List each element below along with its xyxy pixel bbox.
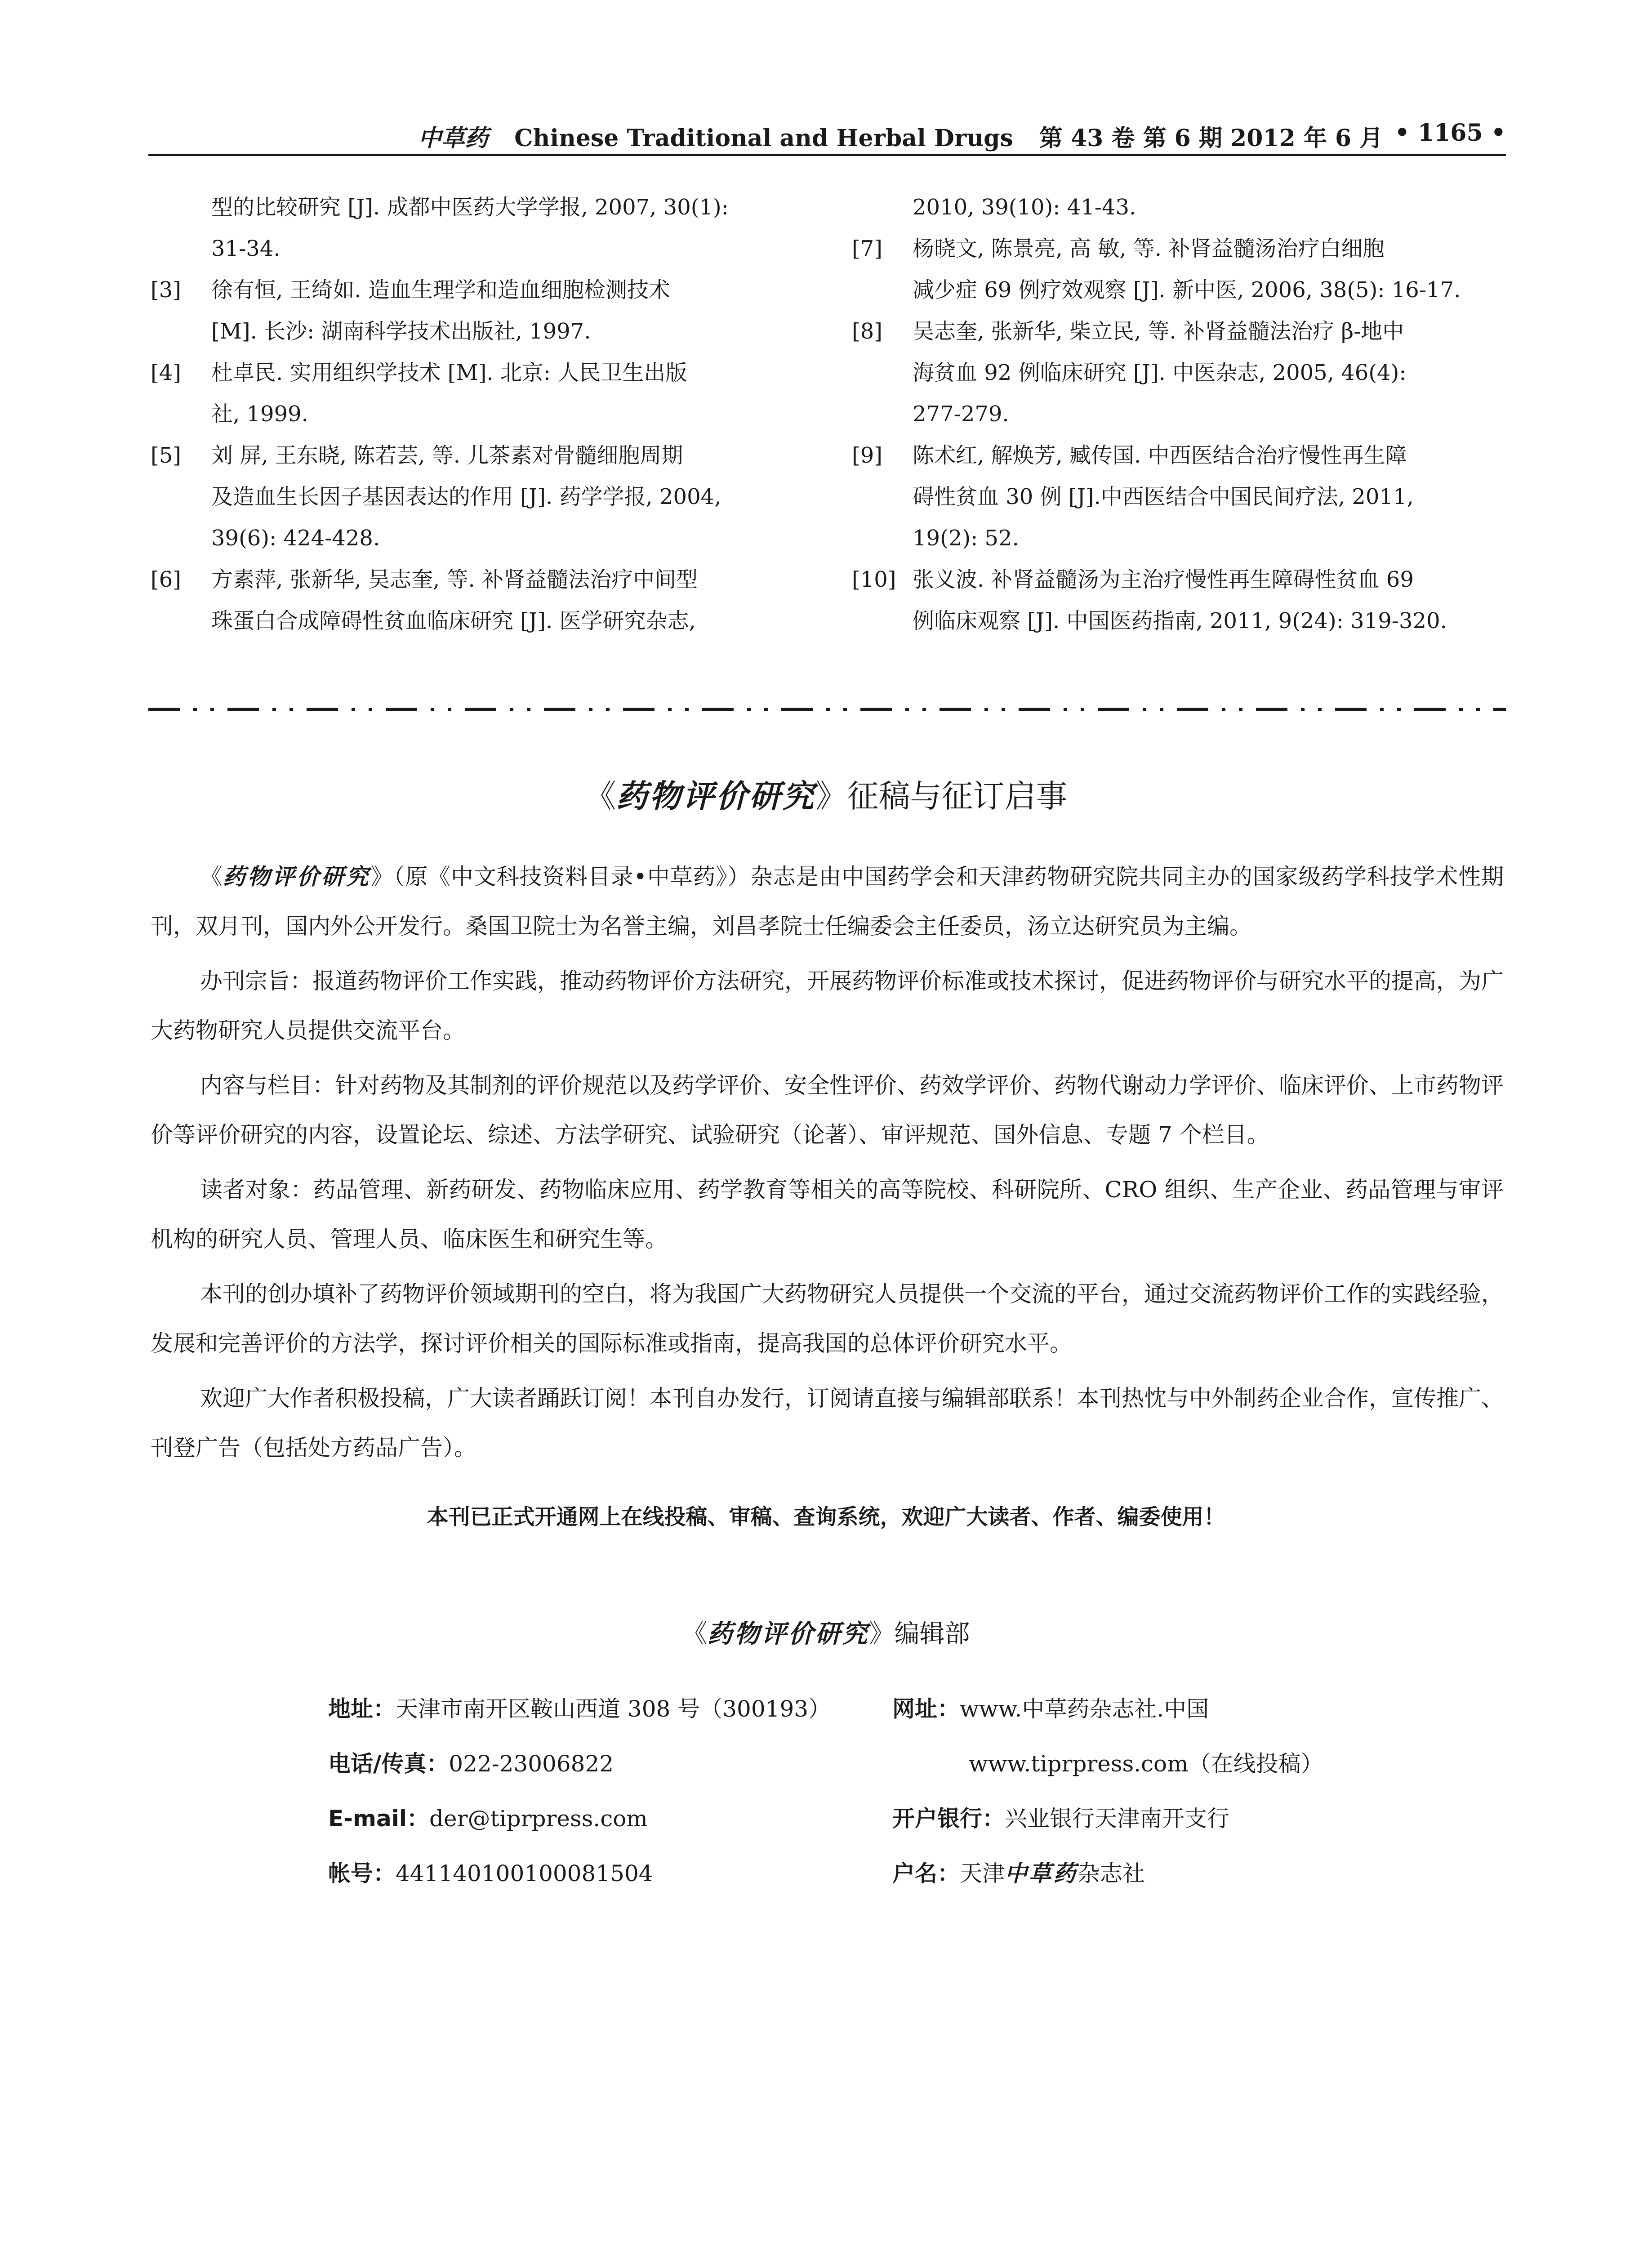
website-row-2	[892, 1736, 1477, 1791]
address-row: 地址：天津市南开区鞍山西道 308 号（300193）	[328, 1696, 831, 1722]
website-link[interactable]: www.中草药杂志社.中国	[960, 1696, 1209, 1722]
reference-entry: [6] 方素萍, 张新华, 吴志奎, 等. 补肾益髓法治疗中间型 珠蛋白合成障碍性贫血临床研究 [J]. 医学研究杂志,	[151, 559, 805, 642]
header-rule	[148, 154, 1506, 156]
reference-number: [6]	[151, 567, 181, 592]
email-row: E-mail：der@tiprpress.com	[328, 1806, 648, 1832]
issue-info: 第 43 卷 第 6 期 2012 年 6 月	[1039, 125, 1383, 152]
reference-entry: 2010, 39(10): 41-43.	[913, 195, 1136, 220]
notice-paragraph: 内容与栏目：针对药物及其制剂的评价规范以及药学评价、安全性评价、药效学评价、药物代谢动力学评价、临床评价、上市药物评价等评价研究的内容，设置论坛、综述、方法学研究、试验研究（论著）、审评规范、国外信息、专题 7 个栏目。	[151, 1072, 1504, 1148]
notice-paragraph: 欢迎广大作者积极投稿，广大读者踊跃订阅！本刊自办发行，订阅请直接与编辑部联系！本刊热忱与中外制药企业合作，宣传推广、刊登广告（包括处方药品广告）。	[151, 1385, 1504, 1461]
section-divider	[148, 705, 1506, 714]
reference-entry: [8] 吴志奎, 张新华, 柴立民, 等. 补肾益髓法治疗 β-地中 海贫血 92 例临床研究 [J]. 中医杂志, 2005, 46(4): 277-279.	[852, 311, 1506, 435]
contact-left-column	[328, 1682, 881, 1901]
reference-number: [10]	[852, 567, 896, 592]
page-number: • 1165 •	[1394, 119, 1506, 147]
account-row: 帐号：441140100100081504	[328, 1860, 653, 1887]
reference-number: [9]	[852, 443, 882, 468]
reference-number: [3]	[151, 277, 181, 303]
notice-paragraph: 办刊宗旨：报道药物评价工作实践，推动药物评价方法研究，开展药物评价标准或技术探讨，促进药物评价与研究水平的提高，为广大药物研究人员提供交流平台。	[151, 968, 1504, 1044]
notice-paragraph: 《药物评价研究》（原《中文科技资料目录•中草药》）杂志是由中国药学会和天津药物研究院共同主办的国家级药学科技学术性期刊，双月刊，国内外公开发行。桑国卫院士为名誉主编，刘昌孝院士任编委会主任委员，汤立达研究员为主编。	[151, 863, 1504, 939]
website-link-2[interactable]: www.tiprpress.com（在线投稿）	[969, 1751, 1323, 1777]
notice-paragraph: 本刊的创办填补了药物评价领域期刊的空白，将为我国广大药物研究人员提供一个交流的平台，通过交流药物评价工作的实践经验，发展和完善评价的方法学，探讨评价相关的国际标准或指南，提高我国的总体评价研究水平。	[151, 1281, 1504, 1356]
journal-title-block	[418, 119, 1383, 153]
brand-logo-text: 药物评价研究	[707, 1619, 869, 1649]
reference-entry: [7] 杨晓文, 陈景亮, 高 敏, 等. 补肾益髓汤治疗白细胞 减少症 69 例疗效观察 [J]. 新中医, 2006, 38(5): 16-17.	[852, 228, 1506, 311]
reference-number: [8]	[852, 319, 882, 344]
reference-entry: 型的比较研究 [J]. 成都中医药大学学报, 2007, 30(1): 31-34.	[211, 195, 729, 261]
contact-right-column	[892, 1682, 1477, 1901]
phone-row: 电话/传真：022-23006822	[328, 1751, 614, 1777]
journal-name-en: Chinese Traditional and Herbal Drugs	[514, 125, 1013, 152]
notice-title: 《药物评价研究》征稿与征订启事	[584, 777, 1068, 815]
journal-name-cn: 中草药	[418, 125, 489, 152]
website-row: 网址：www.中草药杂志社.中国	[892, 1696, 1209, 1722]
online-submission-notice: 本刊已正式开通网上在线投稿、审稿、查询系统，欢迎广大读者、作者、编委使用！	[427, 1504, 1225, 1530]
brand-logo-text: 药物评价研究	[223, 863, 371, 890]
reference-entry: [4] 杜卓民. 实用组织学技术 [M]. 北京: 人民卫生出版 社, 1999.	[151, 352, 805, 435]
notice-paragraph: 读者对象：药品管理、新药研发、药物临床应用、药学教育等相关的高等院校、科研院所、CRO 组织、生产企业、药品管理与审评机构的研究人员、管理人员、临床医生和研究生等。	[151, 1177, 1504, 1252]
bank-row: 开户银行：兴业银行天津南开支行	[892, 1806, 1229, 1832]
reference-number: [5]	[151, 443, 181, 468]
reference-number: [4]	[151, 360, 181, 385]
reference-entry: [10] 张义波. 补肾益髓汤为主治疗慢性再生障碍性贫血 69 例临床观察 [J]. 中国医药指南, 2011, 9(24): 319-320.	[852, 559, 1506, 642]
reference-entry: [5] 刘 屏, 王东晓, 陈若芸, 等. 儿茶素对骨髓细胞周期 及造血生长因子基因表达的作用 [J]. 药学学报, 2004, 39(6): 424-428.	[151, 435, 805, 559]
reference-entry: [3] 徐有恒, 王绮如. 造血生理学和造血细胞检测技术 [M]. 长沙: 湖南科学技术出版社, 1997.	[151, 269, 805, 352]
email-link[interactable]: der@tiprpress.com	[429, 1806, 648, 1832]
references-left-column	[151, 187, 805, 642]
journal-logo-text: 中草药	[1005, 1860, 1078, 1887]
holder-row: 户名：天津中草药杂志社	[892, 1860, 1145, 1887]
reference-entry: [9] 陈术红, 解焕芳, 臧传国. 中西医结合治疗慢性再生障 碍性贫血 30 例 [J].中西医结合中国民间疗法, 2011, 19(2): 52.	[852, 435, 1506, 559]
reference-number: [7]	[852, 236, 882, 261]
page-header	[148, 115, 1506, 155]
notice-body	[151, 852, 1504, 1478]
brand-logo-text: 药物评价研究	[616, 777, 816, 815]
references-right-column	[852, 187, 1506, 642]
editorial-office-heading: 《药物评价研究》编辑部	[682, 1619, 970, 1649]
